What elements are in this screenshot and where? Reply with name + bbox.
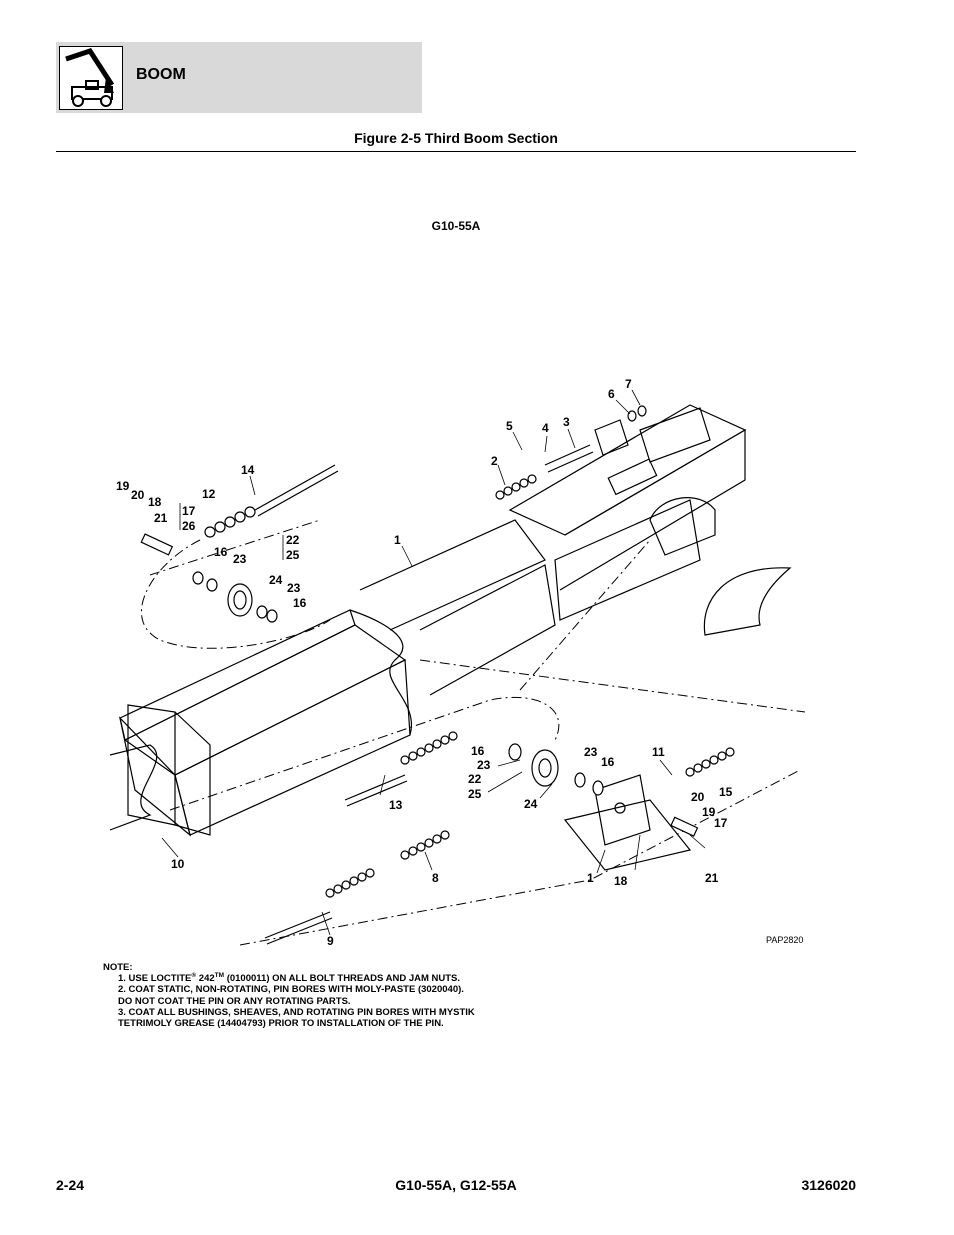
registered-mark: ® [191, 972, 197, 980]
callout-6: 6 [608, 387, 615, 401]
callout-22b: 22 [468, 772, 482, 786]
note-2b: DO NOT COAT THE PIN OR ANY ROTATING PARTS. [118, 995, 351, 1007]
callout-7: 7 [625, 377, 632, 391]
callout-24: 24 [269, 573, 283, 587]
callout-1: 1 [394, 533, 401, 547]
callout-9: 9 [327, 934, 334, 948]
footer-models: G10-55A, G12-55A [395, 1177, 517, 1193]
callout-15: 15 [719, 785, 733, 799]
note-3b: TETRIMOLY GREASE (14404793) PRIOR TO INSTALLATION OF THE PIN. [118, 1018, 444, 1030]
note-1 [103, 973, 475, 984]
callout-24b: 24 [524, 797, 538, 811]
note-1-mid: 242 [196, 973, 215, 985]
drawing-id: PAP2820 [766, 935, 804, 945]
callout-4: 4 [542, 421, 549, 435]
page-number: 2-24 [56, 1177, 85, 1193]
callout-17: 17 [182, 504, 196, 518]
callout-26: 26 [182, 519, 196, 533]
callout-11: 11 [652, 745, 665, 759]
callout-25: 25 [286, 548, 300, 562]
section-title: BOOM [136, 66, 186, 83]
callout-14: 14 [241, 463, 255, 477]
callout-25b: 25 [468, 787, 482, 801]
note-3a: 3. COAT ALL BUSHINGS, SHEAVES, AND ROTATING PIN BORES WITH MYSTIK [118, 1006, 475, 1018]
callout-21b: 21 [705, 871, 719, 885]
callout-1b: 1 [587, 871, 594, 885]
callout-23: 23 [233, 552, 247, 566]
note-1-prefix: 1. USE LOCTITE [118, 973, 192, 985]
callout-23d: 23 [584, 745, 598, 759]
callout-20b: 20 [691, 790, 705, 804]
callout-10: 10 [171, 857, 185, 871]
callout-12: 12 [202, 487, 216, 501]
callout-2: 2 [491, 454, 498, 468]
callout-16c: 16 [471, 744, 485, 758]
model-label: G10-55A [431, 219, 481, 233]
callout-5: 5 [506, 419, 513, 433]
trademark-mark: TM [214, 972, 225, 980]
callout-18: 18 [148, 495, 162, 509]
callout-19: 19 [116, 479, 130, 493]
callout-23b: 23 [287, 581, 301, 595]
callout-17b: 17 [714, 816, 728, 830]
figure-title: Figure 2-5 Third Boom Section [354, 130, 558, 146]
doc-number: 3126020 [801, 1177, 856, 1193]
note-1-suffix: (0100011) ON ALL BOLT THREADS AND JAM NUTS. [224, 973, 461, 985]
callout-20: 20 [131, 488, 145, 502]
callout-16: 16 [214, 545, 228, 559]
callout-3: 3 [563, 415, 570, 429]
callout-22: 22 [286, 533, 300, 547]
note-2a: 2. COAT STATIC, NON-ROTATING, PIN BORES WITH MOLY-PASTE (3020040). [118, 984, 464, 996]
callout-16b: 16 [293, 596, 307, 610]
callout-18b: 18 [614, 874, 628, 888]
callout-8: 8 [432, 871, 439, 885]
callout-23c: 23 [477, 758, 491, 772]
notes-heading: NOTE: [103, 962, 133, 973]
notes-block [103, 962, 475, 1029]
callout-13: 13 [389, 798, 403, 812]
callout-16d: 16 [601, 755, 615, 769]
callout-19b: 19 [702, 805, 716, 819]
callout-21: 21 [154, 511, 168, 525]
